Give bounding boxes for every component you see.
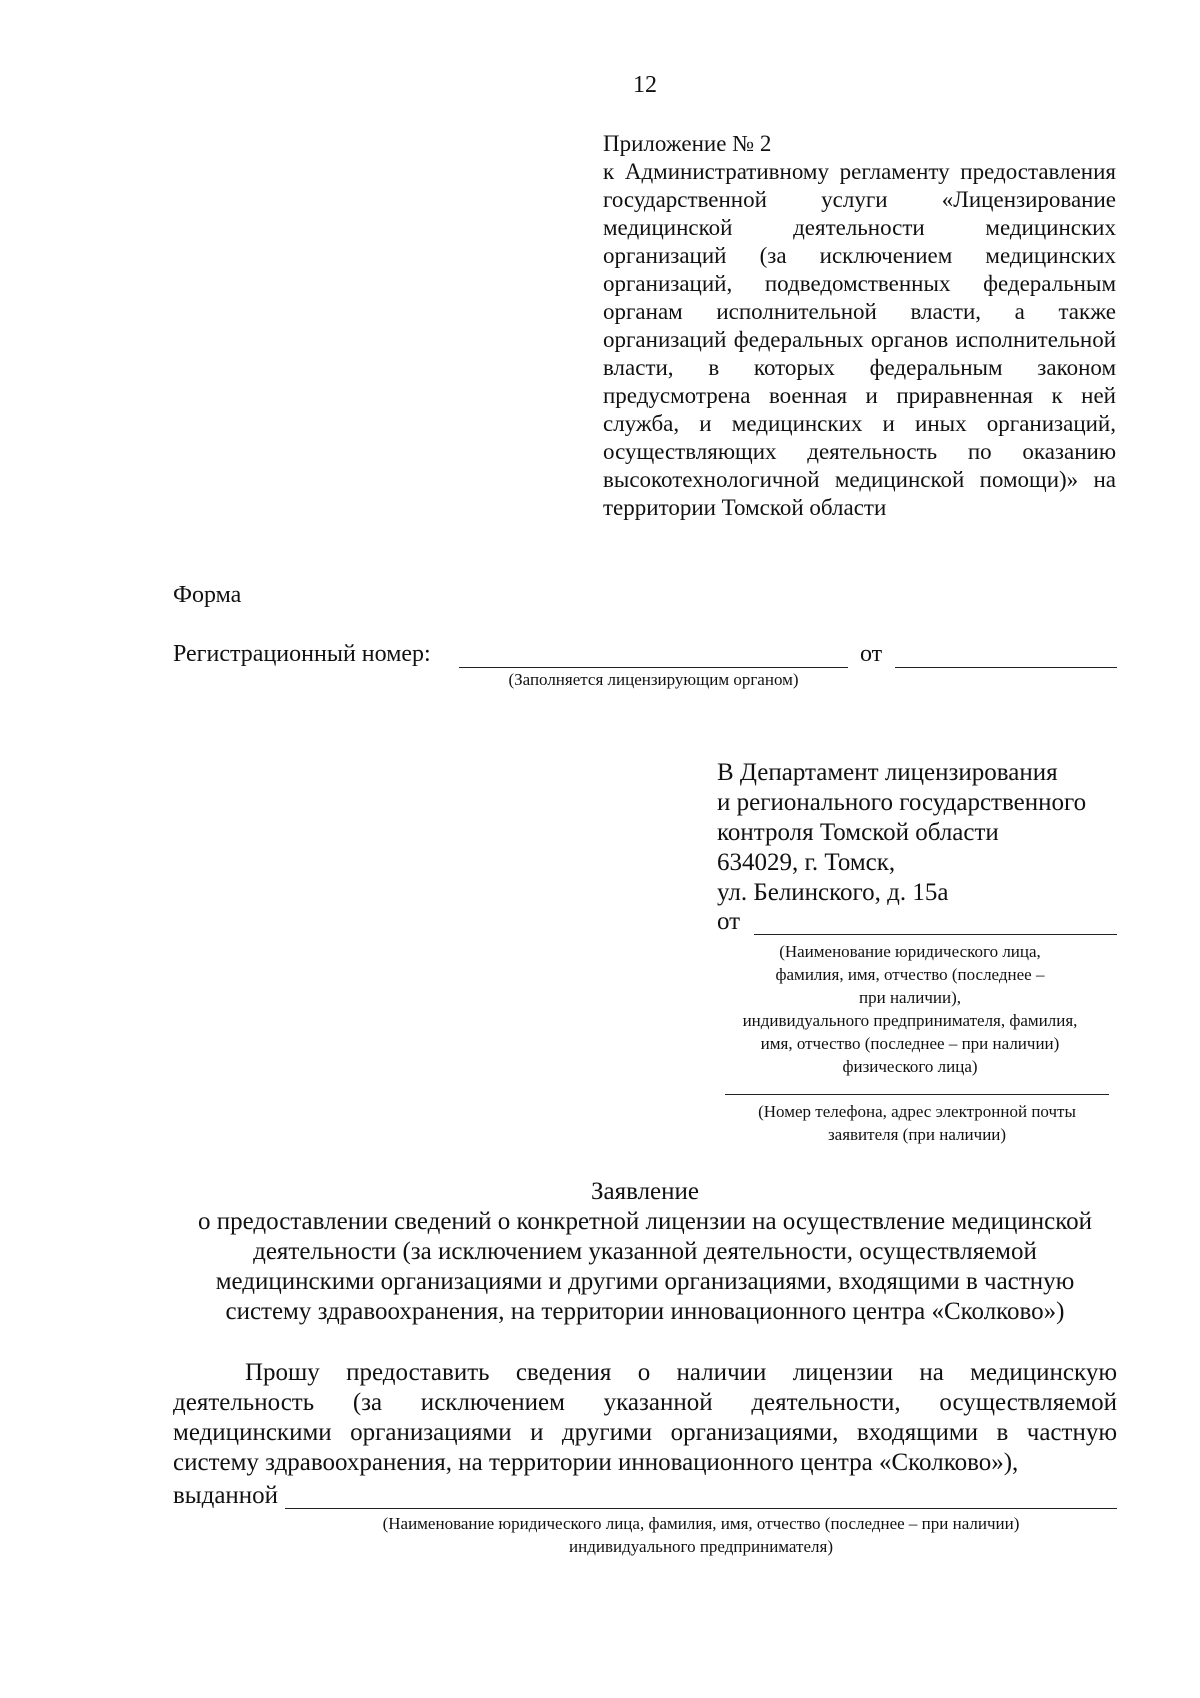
issued-hint bbox=[285, 1512, 1117, 1558]
appendix-body: к Административному регламенту предоставления государственной услуги «Лицензирование медицинской деятельности медицинских организаций (за исключением медицинских организаций, подведомственных федеральным органам исполнительной власти, а также организаций федеральных органов исполнительной власти, в которых федеральным законом предусмотрена военная и приравненная к ней служба, и медицинских и иных организаций, осуществляющих деятельность по оказанию высокотехнологичной медицинской помощи)» на территории Томской области bbox=[603, 159, 1116, 520]
hint-line: физического лица) bbox=[842, 1057, 978, 1076]
issued-label: выданной bbox=[173, 1482, 279, 1509]
hint-line: (Наименование юридического лица, фамилия, имя, отчество (последнее – при наличии) bbox=[382, 1514, 1020, 1533]
statement-title: Заявление bbox=[590, 1178, 700, 1205]
contact-line[interactable] bbox=[725, 1094, 1109, 1095]
registration-row bbox=[173, 641, 1117, 671]
hint-line: фамилия, имя, отчество (последнее – bbox=[775, 965, 1045, 984]
hint-line: заявителя (при наличии) bbox=[827, 1125, 1007, 1144]
page-number: 12 bbox=[633, 72, 657, 98]
applicant-name-line[interactable] bbox=[754, 934, 1117, 935]
hint-line: индивидуального предпринимателя) bbox=[569, 1537, 833, 1556]
registration-label: Регистрационный номер: bbox=[173, 641, 431, 667]
addressee-line: и регионального государственного bbox=[717, 789, 1087, 816]
addressee-line: 634029, г. Томск, bbox=[717, 849, 896, 876]
applicant-from-label: от bbox=[717, 908, 741, 935]
addressee-block bbox=[717, 758, 1086, 908]
hint-line: индивидуального предпринимателя, фамилия, bbox=[742, 1011, 1078, 1030]
contact-hint bbox=[717, 1100, 1117, 1146]
statement-subtitle: о предоставлении сведений о конкретной лицензии на осуществление медицинской деятельности (за исключением указанной деятельности, осуществляемой медицинскими организациями и другими организациями, входящими в частную систему здравоохранения, на территории инновационного центра «Сколково») bbox=[197, 1208, 1093, 1325]
addressee-line: В Департамент лицензирования bbox=[717, 759, 1058, 786]
issued-row bbox=[173, 1482, 1117, 1512]
applicant-hint bbox=[690, 940, 1130, 1078]
registration-date-line[interactable] bbox=[895, 667, 1117, 668]
registration-from-label: от bbox=[860, 641, 883, 667]
appendix-title: Приложение № 2 bbox=[603, 131, 772, 156]
form-label: Форма bbox=[173, 582, 242, 608]
registration-hint: (Заполняется лицензирующим органом) bbox=[508, 670, 799, 689]
request-paragraph: Прошу предоставить сведения о наличии лицензии на медицинскую деятельность (за исключением указанной деятельности, осуществляемой медицинскими организациями и другими организациями, входящими в частную систему здравоохранения, на территории инновационного центра «Сколково»), bbox=[173, 1359, 1117, 1476]
hint-line: (Номер телефона, адрес электронной почты bbox=[758, 1102, 1076, 1121]
hint-line: имя, отчество (последнее – при наличии) bbox=[760, 1034, 1060, 1053]
addressee-line: контроля Томской области bbox=[717, 819, 999, 846]
hint-line: (Наименование юридического лица, bbox=[779, 942, 1041, 961]
appendix-block bbox=[603, 130, 1116, 522]
applicant-row bbox=[717, 908, 1117, 938]
addressee-line: ул. Белинского, д. 15а bbox=[717, 879, 949, 906]
hint-line: при наличии), bbox=[859, 988, 961, 1007]
issued-name-line[interactable] bbox=[285, 1508, 1117, 1509]
